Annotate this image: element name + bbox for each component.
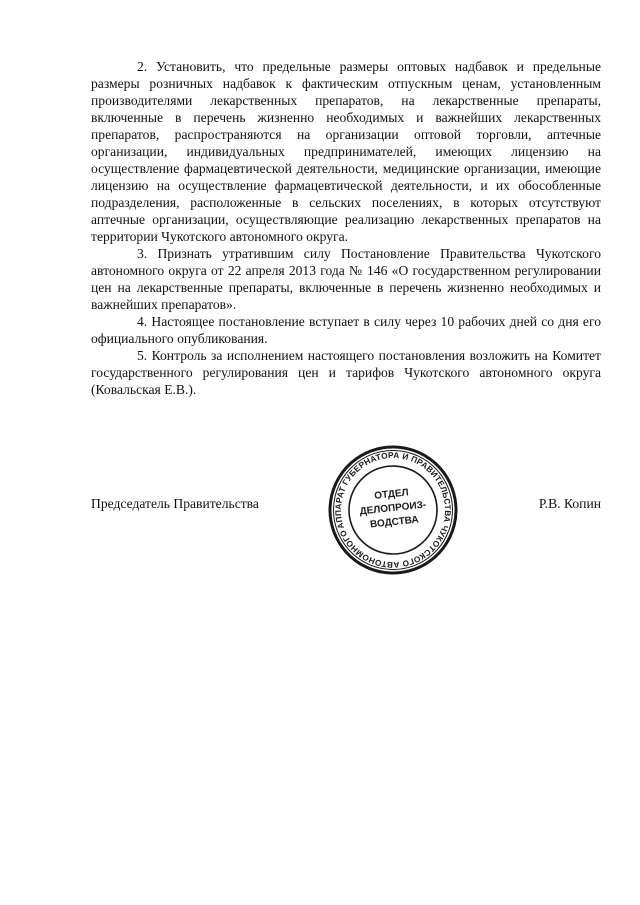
stamp-center-line: ДЕЛОПРОИЗ-	[359, 499, 427, 518]
document-body	[91, 58, 601, 398]
official-stamp	[327, 444, 459, 576]
stamp-center-text	[355, 484, 431, 533]
signatory-name: Р.В. Копин	[538, 496, 601, 511]
signatory-title: Председатель Правительства	[91, 496, 259, 511]
paragraph-3: 3. Признать утратившим силу Постановление Правительства Чукотского автономного округа от 22 апреля 2013 года № 146 «О государственном регулировании цен на лекарственные препараты, включенные в перечень жизненно необходимых и важнейших препаратов».	[91, 246, 601, 312]
stamp-center-line: ОТДЕЛ	[373, 487, 410, 502]
paragraph-2: 2. Установить, что предельные размеры оптовых надбавок и предельные размеры розничных надбавок к фактическим отпускным ценам, установленным производителями лекарственных препаратов, на лекарственные препараты, включенные в перечень жизненно необходимых и важнейших лекарственных препаратов, распространяются на организации оптовой торговли, аптечные организации, индивидуальных предпринимателей, имеющих лицензию на осуществление фармацевтической деятельности, медицинские организации, имеющие лицензию на осуществление фармацевтической деятельности, и их обособленные подразделения, расположенные в сельских поселениях, в которых отсутствуют аптечные организации, осуществляющие реализацию лекарственных препаратов на территории Чукотского автономного округа.	[91, 59, 601, 244]
paragraph-4: 4. Настоящее постановление вступает в силу через 10 рабочих дней со дня его официального опубликования.	[91, 314, 601, 346]
stamp-ring-text: АППАРАТ ГУБЕРНАТОРА И ПРАВИТЕЛЬСТВА ЧУКОТСКОГО АВТОНОМНОГО	[332, 449, 454, 571]
stamp-center-line: ВОДСТВА	[369, 514, 420, 531]
paragraph-5: 5. Контроль за исполнением настоящего постановления возложить на Комитет государственного регулирования цен и тарифов Чукотского автономного округа (Ковальская Е.В.).	[91, 348, 601, 397]
